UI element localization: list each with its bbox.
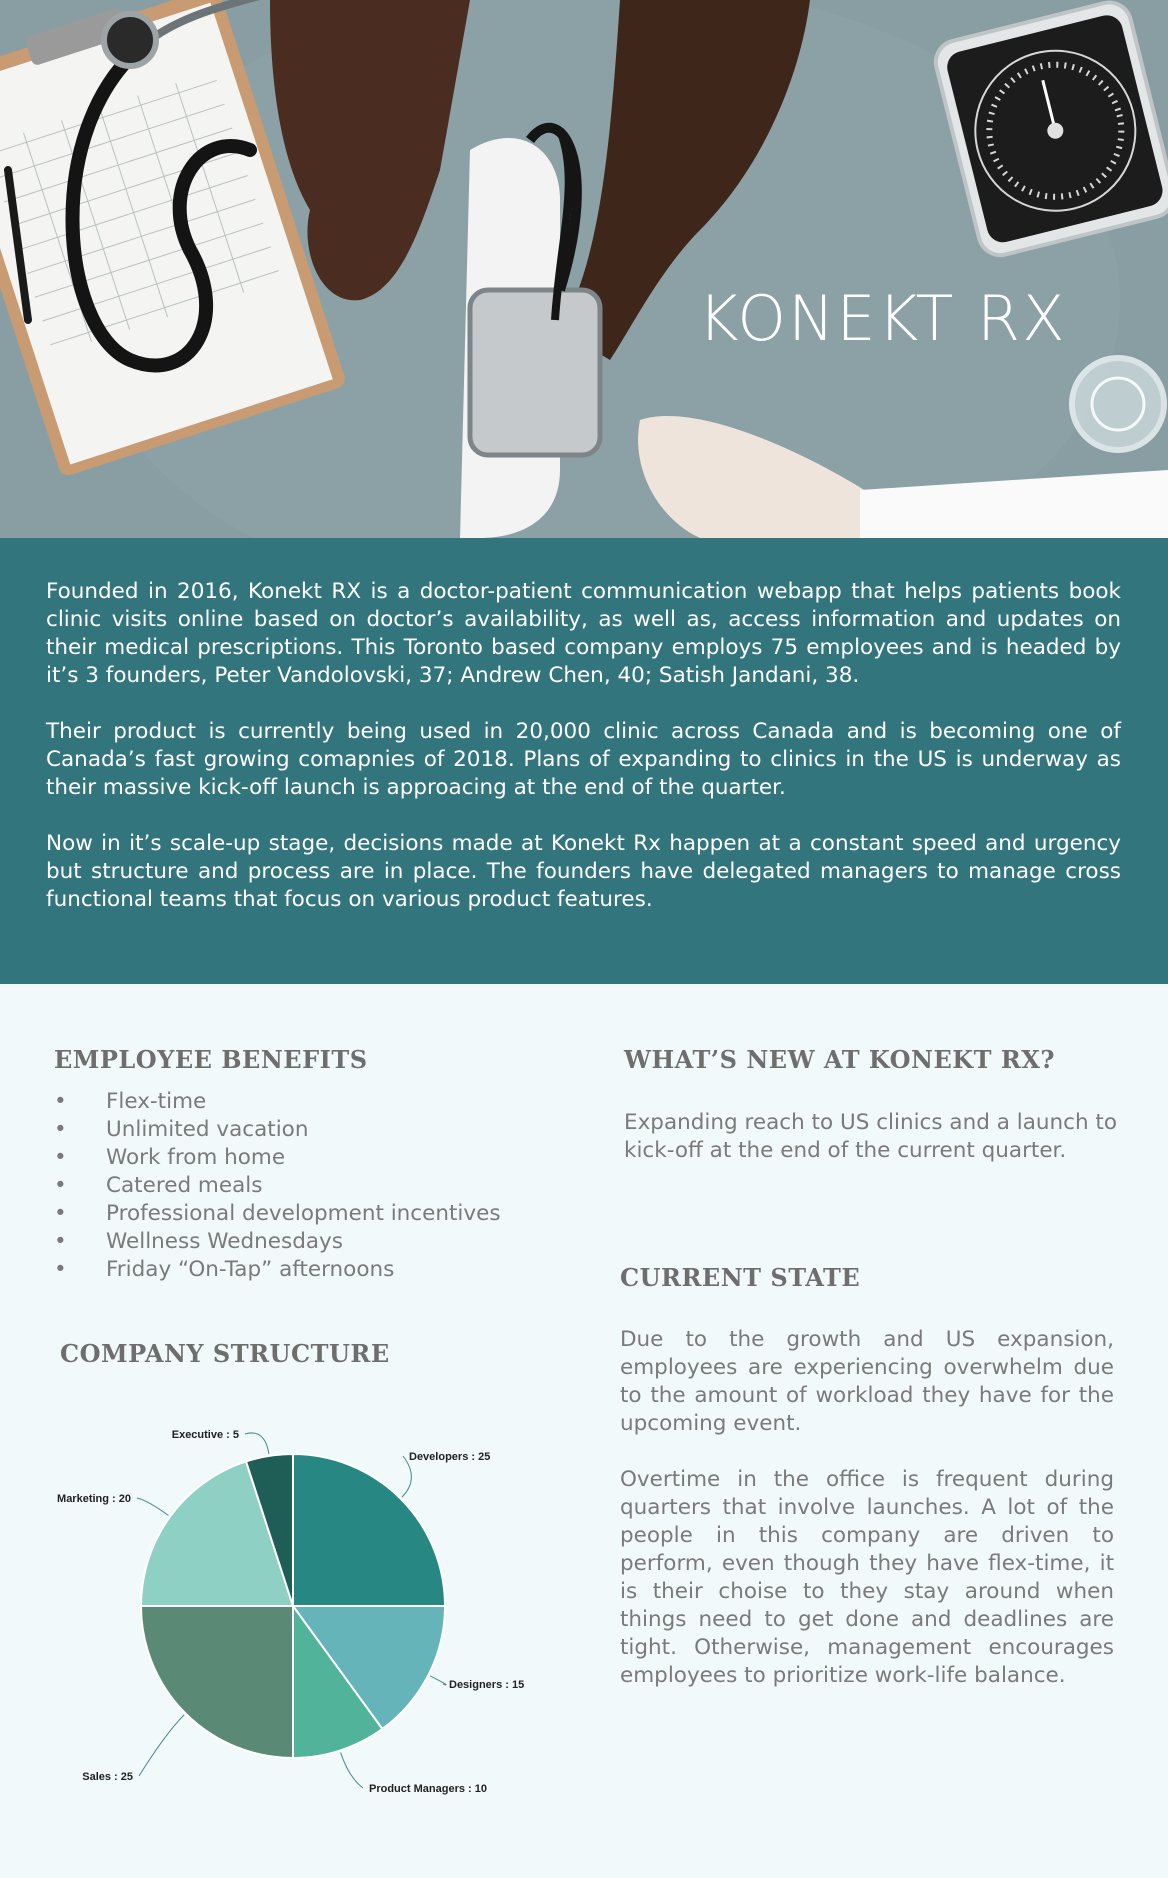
pie-leader-line <box>430 1676 446 1685</box>
list-item: • Unlimited vacation <box>54 1117 309 1142</box>
pie-label: Executive : 5 <box>171 1429 239 1441</box>
list-item: • Catered meals <box>54 1173 263 1198</box>
page-title: KONEKT RX <box>698 282 1067 355</box>
pie-label: Sales : 25 <box>82 1771 133 1783</box>
pie-label: Designers : 15 <box>449 1679 525 1691</box>
benefits-heading: EMPLOYEE BENEFITS <box>54 1045 368 1074</box>
list-item: • Flex-time <box>54 1089 207 1114</box>
intro-paragraph: Founded in 2016, Konekt RX is a doctor-patient communication webapp that helps patients book clinic visits online based on doctor’s availability, as well as, access information and updates on their medical prescriptions. This Toronto based company employs 75 employees and is headed by it’s 3 founders, Peter Vandolovski, 37; Andrew Chen, 40; Satish Jandani, 38. <box>46 579 1121 688</box>
bullet-icon: • <box>54 1201 67 1226</box>
current-state-heading: CURRENT STATE <box>620 1263 861 1292</box>
structure-heading: COMPANY STRUCTURE <box>60 1339 390 1368</box>
pie-label: Developers : 25 <box>409 1451 491 1463</box>
intro-paragraph: Their product is currently being used in 20,000 clinic across Canada and is becoming one of Canada’s fast growing comapnies of 2018. Plans of expanding to clinics in the US is underway as their massive kick-off launch is approacing at the end of the quarter. <box>46 719 1121 800</box>
hero-banner <box>0 0 1168 538</box>
hero-photo <box>0 0 1168 538</box>
intro-paragraph: Now in it’s scale-up stage, decisions made at Konekt Rx happen at a constant speed and urgency but structure and process are in place. The founders have delegated managers to manage cross functional teams that focus on various product features. <box>46 831 1121 912</box>
pie-label: Product Managers : 10 <box>369 1783 487 1795</box>
bullet-icon: • <box>54 1257 67 1282</box>
bullet-icon: • <box>54 1173 67 1198</box>
pie-leader-line <box>137 1498 168 1515</box>
pie-leader-line <box>139 1715 184 1776</box>
whats-new-text: Expanding reach to US clinics and a launch to kick-off at the end of the current quarter. <box>624 1110 1117 1163</box>
pie-leader-line <box>245 1433 269 1454</box>
pie-slice-developers <box>293 1454 445 1606</box>
bullet-icon: • <box>54 1089 67 1114</box>
bullet-icon: • <box>54 1229 67 1254</box>
list-item: • Work from home <box>54 1145 286 1170</box>
bullet-icon: • <box>54 1145 67 1170</box>
company-structure-pie-chart <box>0 1390 600 1810</box>
benefits-list <box>54 1088 574 1284</box>
list-item: • Friday “On-Tap” afternoons <box>54 1257 395 1282</box>
pie-label: Marketing : 20 <box>57 1493 131 1505</box>
list-item: • Wellness Wednesdays <box>54 1229 343 1254</box>
pie-slice-sales <box>141 1606 293 1758</box>
intro-section <box>0 538 1168 984</box>
whats-new-heading: WHAT’S NEW AT KONEKT RX? <box>624 1045 1055 1074</box>
current-state-paragraph: Overtime in the office is frequent during quarters that involve launches. A lot of the people in this company are driven to perform, even though they have flex-time, it is their choise to they stay around when things need to get done and deadlines are tight. Otherwise, management encourages employees to prioritize work-life balance. <box>620 1467 1114 1688</box>
current-state-paragraph: Due to the growth and US expansion, employees are experiencing overwhelm due to the amount of workload they have for the upcoming event. <box>620 1327 1114 1436</box>
bullet-icon: • <box>54 1117 67 1142</box>
list-item: • Professional development incentives <box>54 1201 501 1226</box>
pie-leader-line <box>341 1752 363 1788</box>
